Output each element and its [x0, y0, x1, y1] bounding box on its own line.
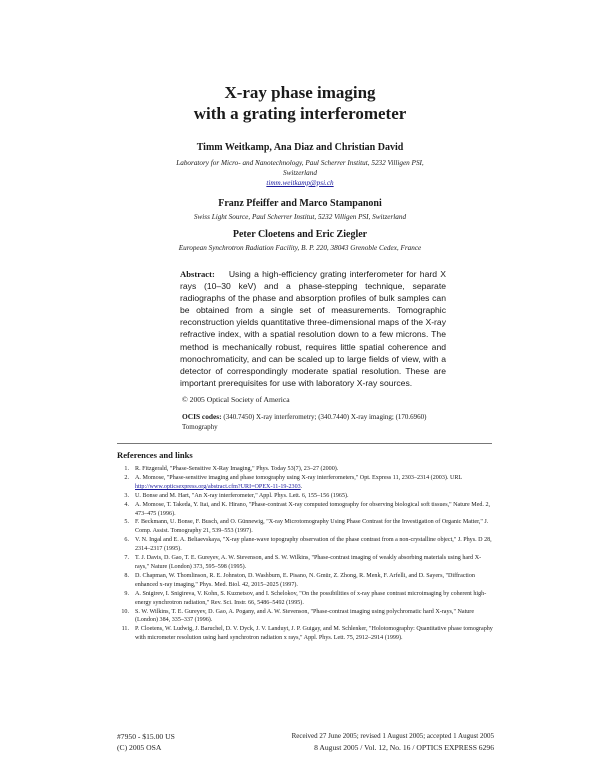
reference-item — [117, 518, 495, 536]
reference-text: A. Momose, "Phase-sensitive imaging and phase tomography using X-ray interferometers," Opt. Express 11, 2303–2314 (2003). URL — [135, 474, 462, 481]
footer-received-dates: Received 27 June 2005; revised 1 August 2005; accepted 1 August 2005 — [291, 732, 494, 740]
reference-number: 7. — [124, 555, 129, 562]
copyright-notice: © 2005 Optical Society of America — [182, 395, 290, 404]
abstract-label: Abstract: — [180, 269, 215, 279]
reference-item — [117, 625, 495, 643]
author-names-1: Timm Weitkamp, Ana Diaz and Christian David — [196, 142, 404, 153]
reference-text: P. Cloetens, W. Ludwig, J. Baruchel, D. V. Dyck, J. V. Landuyt, J. P. Guigay, and M. Schlenker, "Holotomography: Quantitative phase tomography with micrometer resolution using hard synchrotron radiation x rays," Appl. Phys. Lett. 75, 2912–2914 (1999). — [135, 626, 493, 642]
reference-text: T. J. Davis, D. Gao, T. E. Gureyev, A. W. Stevenson, and S. W. Wilkins, "Phase-contrast imaging of weakly absorbing materials using hard X-rays," Nature (London) 373, 595–598 (1995). — [135, 555, 482, 570]
title-line-1: X-ray phase imaging — [224, 83, 376, 102]
reference-text: U. Bonse and M. Hart, "An X-ray interferometer," Appl. Phys. Lett. 6, 155–156 (1965). — [135, 492, 349, 499]
reference-number: 3. — [124, 492, 129, 499]
title-line-2: with a grating interferometer — [193, 104, 407, 123]
author-names-2: Franz Pfeiffer and Marco Stampanoni — [218, 198, 382, 209]
footer-left — [117, 731, 175, 753]
abstract-text: Using a high-efficiency grating interferometer for hard X rays (10–30 keV) and a phase-stepping technique, separate radiographs of the phase and absorption profiles of bulk samples can be obtained from a single set of measurements. Tomographic reconstruction yields quantitative three-dimensional maps of the X-ray refractive index, with a spatial resolution down to a few microns. The method is mechanically robust, requires little spatial coherence and monochromaticity, and can be scaled up to large fields of view, with a detector of correspondingly moderate spatial resolution. These are important prerequisites for use with laboratory X-ray sources. — [180, 269, 446, 388]
reference-number: 2. — [124, 474, 129, 481]
footer-copyright: (C) 2005 OSA — [117, 743, 162, 752]
author-email-link[interactable]: timm.weitkamp@psi.ch — [266, 179, 334, 187]
footer-right — [292, 731, 494, 753]
reference-text: F. Beckmann, U. Bonse, F. Busch, and O. Günnewig, "X-ray Microtomography Using Phase Contrast for the Investigation of Organic Matter," J. Comp. Assist. Tomography 21, 539–553 (1997). — [135, 519, 489, 535]
ocis-codes — [182, 412, 444, 432]
reference-item — [117, 590, 495, 608]
reference-number: 8. — [124, 572, 129, 579]
reference-text-end: . — [300, 483, 303, 490]
reference-item — [117, 572, 495, 590]
reference-text: R. Fitzgerald, "Phase-Sensitive X-Ray Imaging," Phys. Today 53(7), 23–27 (2000). — [135, 466, 339, 472]
section-divider — [117, 443, 492, 444]
footer-journal-info: 8 August 2005 / Vol. 12, No. 16 / OPTICS EXPRESS 6296 — [314, 743, 494, 752]
reference-item — [117, 554, 495, 572]
ocis-label: OCIS codes: — [182, 412, 222, 421]
reference-number: 5. — [124, 519, 129, 526]
footer-price: #7950 - $15.00 US — [117, 732, 175, 741]
reference-number: 10. — [121, 608, 129, 615]
reference-text: S. W. Wilkins, T. E. Gureyev, D. Gao, A. Pogany, and A. W. Stevenson, "Phase-contrast imaging using polychromatic hard X-rays," Nature (London) 384, 335–337 (1996). — [135, 608, 475, 624]
ocis-text: (340.7450) X-ray interferometry; (340.7440) X-ray imaging; (170.6960) Tomography — [182, 413, 427, 431]
affiliation-2: Swiss Light Source, Paul Scherrer Institut, 5232 Villigen PSI, Switzerland — [193, 213, 407, 221]
affiliation-1: Laboratory for Micro- and Nanotechnology, Paul Scherrer Institut, 5232 Villigen PSI, Switzerland — [176, 159, 424, 177]
reference-number: 11. — [121, 626, 129, 633]
author-names-3: Peter Cloetens and Eric Ziegler — [232, 229, 368, 240]
affiliation-3: European Synchrotron Radiation Facility, B. P. 220, 38043 Grenoble Cedex, France — [178, 244, 422, 252]
reference-number: 9. — [124, 590, 129, 597]
reference-item — [117, 465, 495, 474]
reference-number: 4. — [124, 501, 129, 508]
reference-url-link[interactable]: http://www.opticsexpress.org/abstract.cfm?URI=OPEX-11-19-2303 — [135, 483, 301, 490]
reference-item — [117, 474, 495, 492]
reference-list — [117, 465, 495, 643]
reference-number: 6. — [124, 537, 129, 544]
reference-text: D. Chapman, W. Thomlinson, R. E. Johnston, D. Washburn, E. Pisano, N. Gmür, Z. Zhong, R. Menk, F. Arfelli, and D. Sayers, "Diffraction enhanced x-ray imaging," Phys. Med. Biol. 42, 2015–2025 (1997). — [135, 572, 475, 588]
abstract — [180, 268, 446, 389]
reference-item — [117, 501, 495, 519]
reference-item — [117, 608, 495, 626]
references-heading: References and links — [117, 450, 193, 460]
paper-title — [0, 82, 600, 124]
reference-text: A. Momose, T. Takeda, Y. Itai, and K. Hirano, "Phase-contrast X-ray computed tomography for observing biological soft tissues," Nature Med. 2, 473–475 (1996). — [135, 501, 491, 517]
reference-text: A. Snigirev, I. Snigireva, V. Kohn, S. Kuznetsov, and I. Schelokov, "On the possibilities of x-ray phase contrast microimaging by coherent high-energy synchrotron radiation," Rev. Sci. Instr. 66, 5486–5492 (1995). — [135, 590, 487, 606]
reference-item — [117, 536, 495, 554]
reference-item — [117, 492, 495, 501]
reference-text: V. N. Ingal and E. A. Beliaevskaya, "X-ray plane-wave topography observation of the phase contrast from a non-crystalline object," J. Phys. D 28, 2314–2317 (1995). — [135, 537, 492, 553]
reference-number: 1. — [124, 466, 129, 472]
